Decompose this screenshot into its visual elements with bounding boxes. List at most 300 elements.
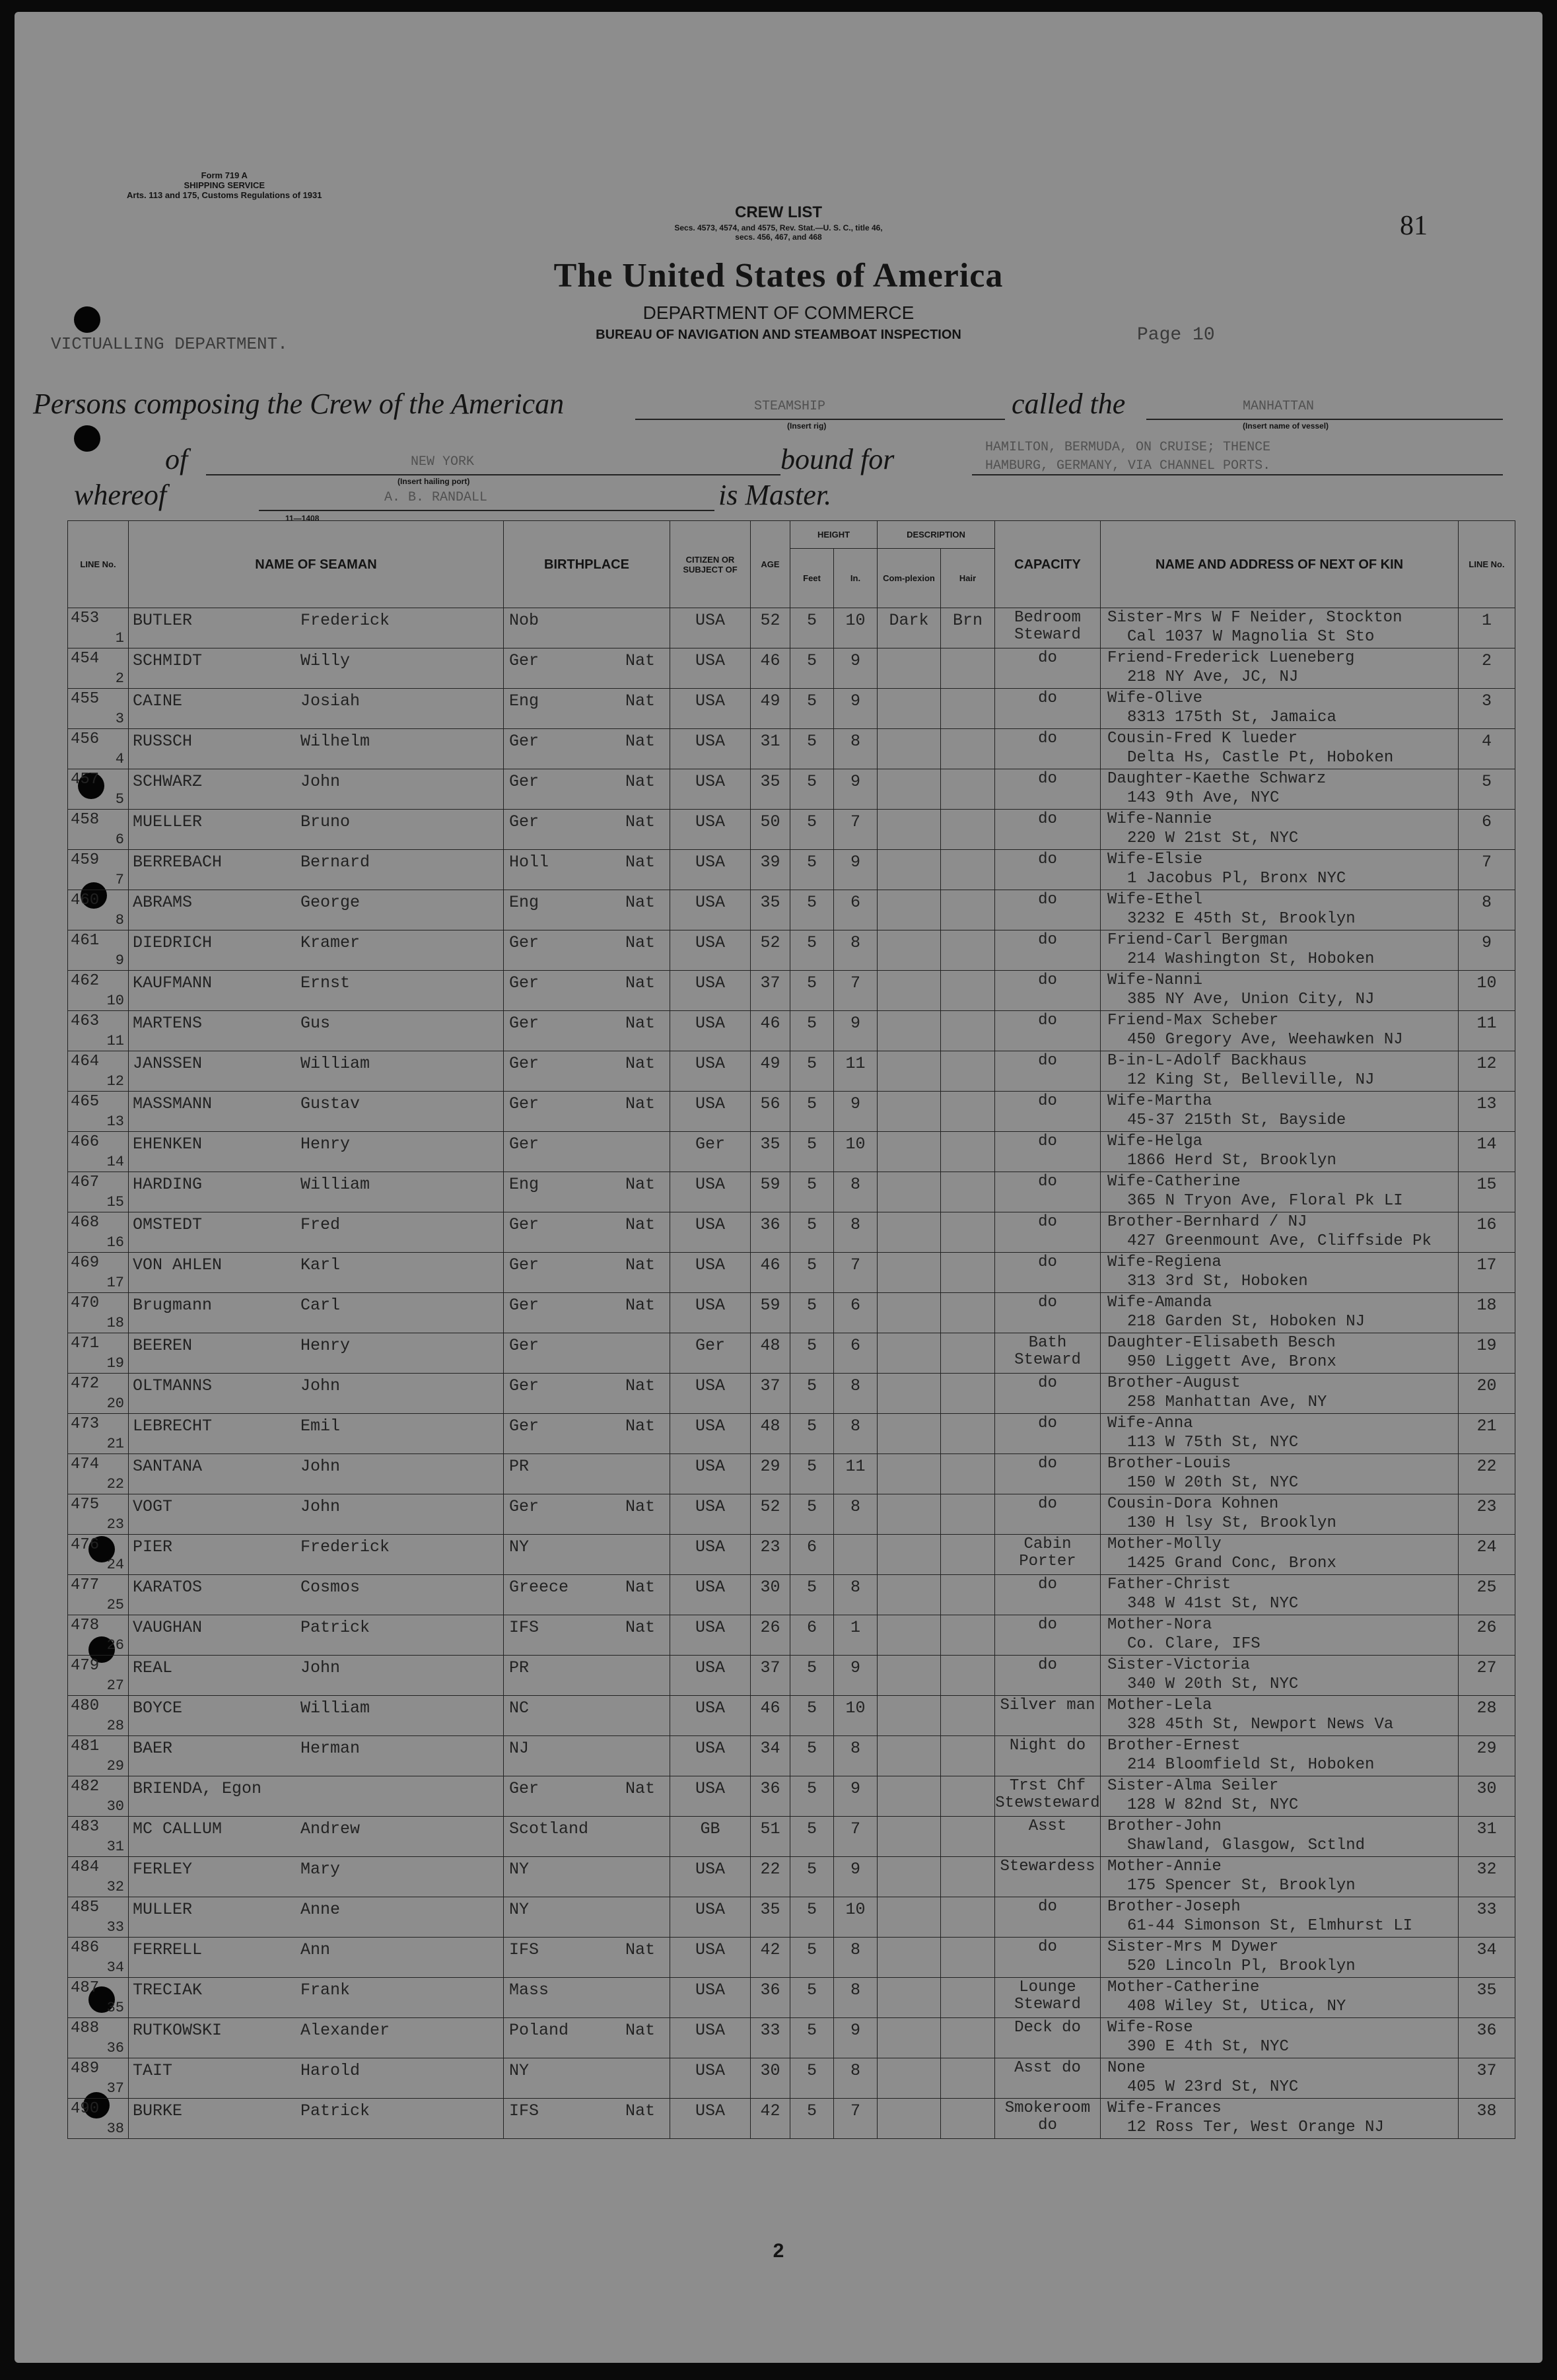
seaman-name-surname-text: RUSSCH (133, 732, 193, 751)
called-the-label: called the (1012, 388, 1126, 420)
complexion-complexion-text (878, 2058, 940, 2061)
capacity-cell (995, 1132, 1101, 1172)
age-cell (751, 850, 790, 890)
next-of-kin-kin-1-text: Mother-Annie (1107, 1858, 1222, 1875)
inches-in-text: 10 (845, 611, 866, 630)
birthplace-nat-text: Nat (625, 1175, 655, 1194)
birthplace-cell (504, 2058, 670, 2099)
complexion-cell (878, 1172, 941, 1212)
hair-cell (941, 1938, 995, 1978)
line-number-line-text: 9 (115, 952, 124, 969)
citizen-citizen-text: USA (695, 933, 725, 952)
capacity-capacity-text: Asst do (1014, 2059, 1081, 2077)
birthplace-nat-text: Nat (625, 933, 655, 952)
age-age-text: 31 (760, 732, 780, 751)
citizen-citizen-text: USA (695, 1578, 725, 1597)
capacity-cell (995, 810, 1101, 850)
capacity-capacity-text: do (1038, 1052, 1057, 1070)
capacity-cell (995, 1656, 1101, 1696)
seaman-name-given-text: Karl (300, 1255, 341, 1275)
vessel-hint: (Insert name of vessel) (1243, 421, 1329, 431)
inches-cell (834, 608, 878, 648)
feet-ft-text: 5 (806, 772, 817, 791)
citizen-cell (670, 1817, 751, 1857)
hair-hair-text (941, 2099, 994, 2101)
seaman-name-given-text: William (300, 1175, 370, 1194)
hair-cell (941, 769, 995, 810)
birthplace-cell (504, 1978, 670, 2018)
line-number-right-line-text: 14 (1476, 1135, 1497, 1154)
age-age-text: 59 (760, 1175, 780, 1194)
feet-ft-text: 5 (806, 651, 817, 670)
line-number-cell (68, 1857, 129, 1897)
birthplace-birthplace-text: IFS (509, 2101, 539, 2120)
next-of-kin-kin-2-text: 328 45th St, Newport News Va (1127, 1716, 1394, 1733)
line-number-cell (68, 608, 129, 648)
birthplace-birthplace-text: Ger (509, 1255, 539, 1275)
complexion-cell (878, 1051, 941, 1092)
next-of-kin-cell (1101, 2099, 1459, 2139)
line-number-line-text: 32 (106, 1879, 124, 1895)
inches-in-text: 7 (850, 973, 860, 993)
seaman-name-cell (129, 1051, 504, 1092)
citizen-cell (670, 1333, 751, 1374)
age-cell (751, 1293, 790, 1333)
citizen-cell (670, 2018, 751, 2058)
age-cell (751, 1333, 790, 1374)
hair-hair-text (941, 1575, 994, 1578)
next-of-kin-cell (1101, 1293, 1459, 1333)
seaman-name-cell (129, 1494, 504, 1535)
age-age-text: 35 (760, 1135, 780, 1154)
line-number-no-text: 486 (71, 1939, 100, 1957)
seaman-name-surname-text: MULLER (133, 1900, 193, 1919)
line-number-no-text: 489 (71, 2060, 100, 2078)
seaman-name-surname-text: BURKE (133, 2101, 183, 2120)
next-of-kin-cell (1101, 1817, 1459, 1857)
birthplace-birthplace-text: Ger (509, 1296, 539, 1315)
hair-hair-text (941, 1333, 994, 1336)
complexion-complexion-text (878, 1414, 940, 1417)
crew-row (68, 1535, 1515, 1575)
line-number-no-text: 465 (71, 1093, 100, 1111)
next-of-kin-cell (1101, 729, 1459, 769)
line-number-right-line-text: 8 (1481, 893, 1492, 912)
inches-in-text: 10 (845, 1698, 866, 1718)
line-number-cell (68, 1051, 129, 1092)
line-number-no-text: 488 (71, 2019, 100, 2037)
col-feet: Feet (790, 549, 834, 608)
seaman-name-cell (129, 1857, 504, 1897)
birthplace-birthplace-text: Eng (509, 691, 539, 711)
seaman-name-given-text: John (300, 1376, 341, 1395)
inches-in-text: 8 (850, 1497, 860, 1516)
seaman-name-cell (129, 1978, 504, 2018)
line-number-right-cell (1459, 1615, 1515, 1656)
capacity-cell (995, 2018, 1101, 2058)
hair-cell (941, 2099, 995, 2139)
complexion-cell (878, 971, 941, 1011)
feet-ft-text: 5 (806, 1658, 817, 1677)
line-number-line-text: 23 (106, 1516, 124, 1533)
line-number-cell (68, 850, 129, 890)
capacity-capacity-text: Cabin Porter (1019, 1535, 1076, 1570)
capacity-capacity-text: do (1038, 1455, 1057, 1473)
seaman-name-surname-text: DIEDRICH (133, 933, 213, 952)
citizen-cell (670, 1293, 751, 1333)
next-of-kin-kin-1-text: Father-Christ (1107, 1576, 1231, 1593)
birthplace-birthplace-text: PR (509, 1658, 530, 1677)
next-of-kin-kin-1-text: B-in-L-Adolf Backhaus (1107, 1052, 1307, 1070)
age-cell (751, 1978, 790, 2018)
complexion-cell (878, 1897, 941, 1938)
feet-ft-text: 6 (806, 1537, 817, 1557)
inches-cell (834, 2018, 878, 2058)
line-number-line-text: 27 (106, 1677, 124, 1694)
feet-cell (790, 1132, 834, 1172)
crew-row (68, 1615, 1515, 1656)
hair-hair-text (941, 1535, 994, 1537)
citizen-cell (670, 2058, 751, 2099)
age-age-text: 36 (760, 1980, 780, 2000)
next-of-kin-kin-2-text: 143 9th Ave, NYC (1127, 789, 1280, 807)
next-of-kin-kin-1-text: Mother-Nora (1107, 1616, 1212, 1634)
complexion-cell (878, 2058, 941, 2099)
feet-cell (790, 1938, 834, 1978)
inches-in-text: 8 (850, 933, 860, 952)
line-number-cell (68, 769, 129, 810)
line-number-right-line-text: 34 (1476, 1940, 1497, 1959)
seaman-name-surname-text: RUTKOWSKI (133, 2021, 223, 2040)
age-age-text: 42 (760, 1940, 780, 1959)
capacity-cell (995, 1011, 1101, 1051)
birthplace-nat-text: Nat (625, 1014, 655, 1033)
inches-cell (834, 729, 878, 769)
citizen-citizen-text: USA (695, 611, 725, 630)
line-number-right-line-text: 32 (1476, 1860, 1497, 1879)
citizen-cell (670, 2099, 751, 2139)
next-of-kin-cell (1101, 1374, 1459, 1414)
next-of-kin-kin-1-text: Wife-Frances (1107, 2099, 1222, 2117)
citizen-cell (670, 1494, 751, 1535)
line-number-cell (68, 1736, 129, 1776)
inches-cell (834, 648, 878, 689)
inches-cell (834, 1857, 878, 1897)
next-of-kin-cell (1101, 1494, 1459, 1535)
feet-cell (790, 890, 834, 930)
age-age-text: 59 (760, 1296, 780, 1315)
line-number-no-text: 458 (71, 811, 100, 829)
vessel-underline (1146, 419, 1503, 420)
birthplace-cell (504, 1575, 670, 1615)
complexion-cell (878, 810, 941, 850)
line-number-no-text: 453 (71, 610, 100, 627)
capacity-cell (995, 1776, 1101, 1817)
next-of-kin-kin-1-text: Daughter-Elisabeth Besch (1107, 1334, 1336, 1352)
crew-row (68, 1414, 1515, 1454)
hair-cell (941, 1656, 995, 1696)
hair-hair-text (941, 1736, 994, 1739)
hair-hair-text (941, 1051, 994, 1054)
capacity-cell (995, 1535, 1101, 1575)
statutes-citation: Secs. 4573, 4574, and 4575, Rev. Stat.—U. S. C., title 46, secs. 456, 467, and 468 (674, 223, 883, 242)
next-of-kin-kin-1-text: None (1107, 2059, 1146, 2077)
birthplace-birthplace-text: Ger (509, 772, 539, 791)
inches-cell (834, 971, 878, 1011)
line-number-right-cell (1459, 2058, 1515, 2099)
feet-ft-text: 5 (806, 1457, 817, 1476)
line-number-right-cell (1459, 729, 1515, 769)
inches-cell (834, 1253, 878, 1293)
seaman-name-cell (129, 930, 504, 971)
seaman-name-given-text: Frank (300, 1980, 351, 2000)
capacity-cell (995, 1333, 1101, 1374)
birthplace-birthplace-text: Ger (509, 1054, 539, 1073)
feet-ft-text: 5 (806, 1215, 817, 1234)
line-number-right-cell (1459, 1212, 1515, 1253)
complexion-cell (878, 1494, 941, 1535)
line-number-right-line-text: 38 (1476, 2101, 1497, 2120)
citizen-cell (670, 1172, 751, 1212)
capacity-capacity-text: do (1038, 770, 1057, 788)
capacity-capacity-text: do (1038, 1656, 1057, 1674)
line-number-right-line-text: 9 (1481, 933, 1492, 952)
line-number-no-text: 479 (71, 1657, 100, 1675)
hair-hair-text (941, 2058, 994, 2061)
seaman-name-surname-text: BERREBACH (133, 853, 223, 872)
birthplace-cell (504, 1011, 670, 1051)
inches-in-text: 8 (850, 1578, 860, 1597)
capacity-capacity-text: Bedroom Steward (1014, 609, 1081, 644)
capacity-cell (995, 1092, 1101, 1132)
hair-cell (941, 1575, 995, 1615)
next-of-kin-kin-1-text: Wife-Catherine (1107, 1173, 1241, 1191)
age-age-text: 49 (760, 1054, 780, 1073)
line-number-right-cell (1459, 1051, 1515, 1092)
seaman-name-given-text: Andrew (300, 1819, 361, 1838)
age-cell (751, 1897, 790, 1938)
seaman-name-cell (129, 2058, 504, 2099)
age-age-text: 37 (760, 973, 780, 993)
line-number-right-cell (1459, 2018, 1515, 2058)
birthplace-nat-text: Nat (625, 1215, 655, 1234)
feet-cell (790, 769, 834, 810)
col-height: HEIGHT (790, 521, 878, 549)
capacity-cell (995, 1817, 1101, 1857)
line-number-right-cell (1459, 1253, 1515, 1293)
age-cell (751, 1776, 790, 1817)
next-of-kin-kin-1-text: Sister-Mrs M Dywer (1107, 1938, 1279, 1956)
next-of-kin-cell (1101, 1253, 1459, 1293)
hair-hair-text (941, 1132, 994, 1135)
feet-cell (790, 689, 834, 729)
age-age-text: 46 (760, 1255, 780, 1275)
inches-in-text: 9 (850, 691, 860, 711)
capacity-cell (995, 930, 1101, 971)
feet-cell (790, 1575, 834, 1615)
birthplace-birthplace-text: Nob (509, 611, 539, 630)
crew-row (68, 1776, 1515, 1817)
citizen-citizen-text: USA (695, 691, 725, 711)
hair-cell (941, 1333, 995, 1374)
age-age-text: 35 (760, 1900, 780, 1919)
birthplace-cell (504, 1132, 670, 1172)
next-of-kin-cell (1101, 1615, 1459, 1656)
citizen-citizen-text: USA (695, 1658, 725, 1677)
seaman-name-given-text: Herman (300, 1739, 361, 1758)
crew-row (68, 1857, 1515, 1897)
birthplace-cell (504, 1938, 670, 1978)
line-number-cell (68, 1011, 129, 1051)
seaman-name-given-text: Emil (300, 1417, 341, 1436)
age-cell (751, 1051, 790, 1092)
birthplace-birthplace-text: Scotland (509, 1819, 589, 1838)
capacity-capacity-text: do (1038, 851, 1057, 868)
line-number-right-cell (1459, 1011, 1515, 1051)
age-age-text: 46 (760, 1014, 780, 1033)
seaman-name-given-text: Wilhelm (300, 732, 370, 751)
complexion-cell (878, 1212, 941, 1253)
birthplace-cell (504, 729, 670, 769)
line-number-no-text: 466 (71, 1133, 100, 1151)
feet-ft-text: 5 (806, 1054, 817, 1073)
citizen-citizen-text: USA (695, 1698, 725, 1718)
vessel-name: MANHATTAN (1243, 399, 1315, 414)
age-cell (751, 729, 790, 769)
seaman-name-cell (129, 1575, 504, 1615)
age-cell (751, 1494, 790, 1535)
feet-cell (790, 1092, 834, 1132)
line-number-cell (68, 1172, 129, 1212)
seaman-name-surname-text: OMSTEDT (133, 1215, 203, 1234)
port-hint: (Insert hailing port) (398, 477, 470, 486)
line-number-line-text: 30 (106, 1798, 124, 1815)
feet-cell (790, 1857, 834, 1897)
birthplace-birthplace-text: Ger (509, 1779, 539, 1798)
complexion-cell (878, 2018, 941, 2058)
line-number-no-text: 478 (71, 1617, 100, 1634)
hair-hair-text (941, 810, 994, 812)
crew-row (68, 769, 1515, 810)
line-number-right-line-text: 17 (1476, 1255, 1497, 1275)
line-number-line-text: 25 (106, 1597, 124, 1613)
age-cell (751, 1454, 790, 1494)
seaman-name-given-text: Ann (300, 1940, 331, 1959)
age-age-text: 23 (760, 1537, 780, 1557)
crew-row (68, 1374, 1515, 1414)
citizen-citizen-text: USA (695, 1175, 725, 1194)
complexion-cell (878, 1817, 941, 1857)
line-number-right-line-text: 18 (1476, 1296, 1497, 1315)
next-of-kin-cell (1101, 1414, 1459, 1454)
complexion-cell (878, 1011, 941, 1051)
citizen-citizen-text: USA (695, 1497, 725, 1516)
col-next-of-kin: NAME AND ADDRESS OF NEXT OF KIN (1101, 521, 1459, 608)
birthplace-cell (504, 850, 670, 890)
age-age-text: 48 (760, 1336, 780, 1355)
line-number-line-text: 6 (115, 831, 124, 848)
feet-cell (790, 1011, 834, 1051)
line-number-right-line-text: 7 (1481, 853, 1492, 872)
birthplace-cell (504, 1615, 670, 1656)
capacity-capacity-text: Trst Chf Stewsteward (995, 1777, 1100, 1812)
line-number-line-text: 2 (115, 670, 124, 687)
birthplace-birthplace-text: Ger (509, 1376, 539, 1395)
next-of-kin-kin-1-text: Friend-Frederick Lueneberg (1107, 649, 1355, 667)
line-number-cell (68, 890, 129, 930)
line-number-no-text: 455 (71, 690, 100, 708)
birthplace-cell (504, 1212, 670, 1253)
seaman-name-surname-text: TAIT (133, 2061, 173, 2080)
line-number-cell (68, 1092, 129, 1132)
capacity-cell (995, 1212, 1101, 1253)
age-age-text: 37 (760, 1376, 780, 1395)
hair-cell (941, 1051, 995, 1092)
line-number-right-line-text: 22 (1476, 1457, 1497, 1476)
age-age-text: 33 (760, 2021, 780, 2040)
feet-cell (790, 1454, 834, 1494)
line-number-right-cell (1459, 930, 1515, 971)
birthplace-cell (504, 1817, 670, 1857)
typed-page-label: Page 10 (1137, 325, 1215, 345)
seaman-name-surname-text: EHENKEN (133, 1135, 203, 1154)
line-number-right-cell (1459, 1454, 1515, 1494)
inches-cell (834, 1656, 878, 1696)
next-of-kin-kin-2-text: 408 Wiley St, Utica, NY (1127, 1998, 1346, 2015)
complexion-complexion-text (878, 1615, 940, 1618)
seaman-name-surname-text: BRIENDA, Egon (133, 1779, 262, 1798)
hair-hair-text (941, 971, 994, 973)
next-of-kin-kin-2-text: 130 H lsy St, Brooklyn (1127, 1514, 1336, 1532)
inches-cell (834, 1978, 878, 2018)
seaman-name-surname-text: MUELLER (133, 812, 203, 831)
capacity-capacity-text: Stewardess (1000, 1858, 1095, 1875)
crew-row (68, 729, 1515, 769)
inches-cell (834, 1212, 878, 1253)
seaman-name-given-text: Frederick (300, 611, 390, 630)
feet-cell (790, 729, 834, 769)
line-number-no-text: 481 (71, 1737, 100, 1755)
hair-hair-text (941, 930, 994, 933)
inches-cell (834, 1535, 878, 1575)
line-number-line-text: 37 (106, 2080, 124, 2097)
seaman-name-surname-text: VON AHLEN (133, 1255, 223, 1275)
complexion-cell (878, 608, 941, 648)
inches-cell (834, 1172, 878, 1212)
citizen-citizen-text: Ger (695, 1336, 725, 1355)
birthplace-birthplace-text: Eng (509, 893, 539, 912)
line-number-cell (68, 2058, 129, 2099)
feet-ft-text: 5 (806, 1014, 817, 1033)
line-number-right-cell (1459, 1092, 1515, 1132)
seaman-name-cell (129, 1293, 504, 1333)
seaman-name-surname-text: KAUFMANN (133, 973, 213, 993)
hair-hair-text (941, 1454, 994, 1457)
hair-cell (941, 2058, 995, 2099)
birthplace-cell (504, 1776, 670, 1817)
feet-ft-text: 5 (806, 1779, 817, 1798)
seaman-name-given-text: Alexander (300, 2021, 390, 2040)
citizen-cell (670, 1575, 751, 1615)
capacity-cell (995, 1253, 1101, 1293)
birthplace-birthplace-text: Mass (509, 1980, 549, 2000)
seaman-name-given-text: Henry (300, 1135, 351, 1154)
hair-hair-text (941, 1253, 994, 1255)
next-of-kin-kin-2-text: 128 W 82nd St, NYC (1127, 1796, 1299, 1814)
birthplace-nat-text: Nat (625, 1255, 655, 1275)
line-number-line-text: 4 (115, 751, 124, 767)
feet-ft-text: 5 (806, 2061, 817, 2080)
